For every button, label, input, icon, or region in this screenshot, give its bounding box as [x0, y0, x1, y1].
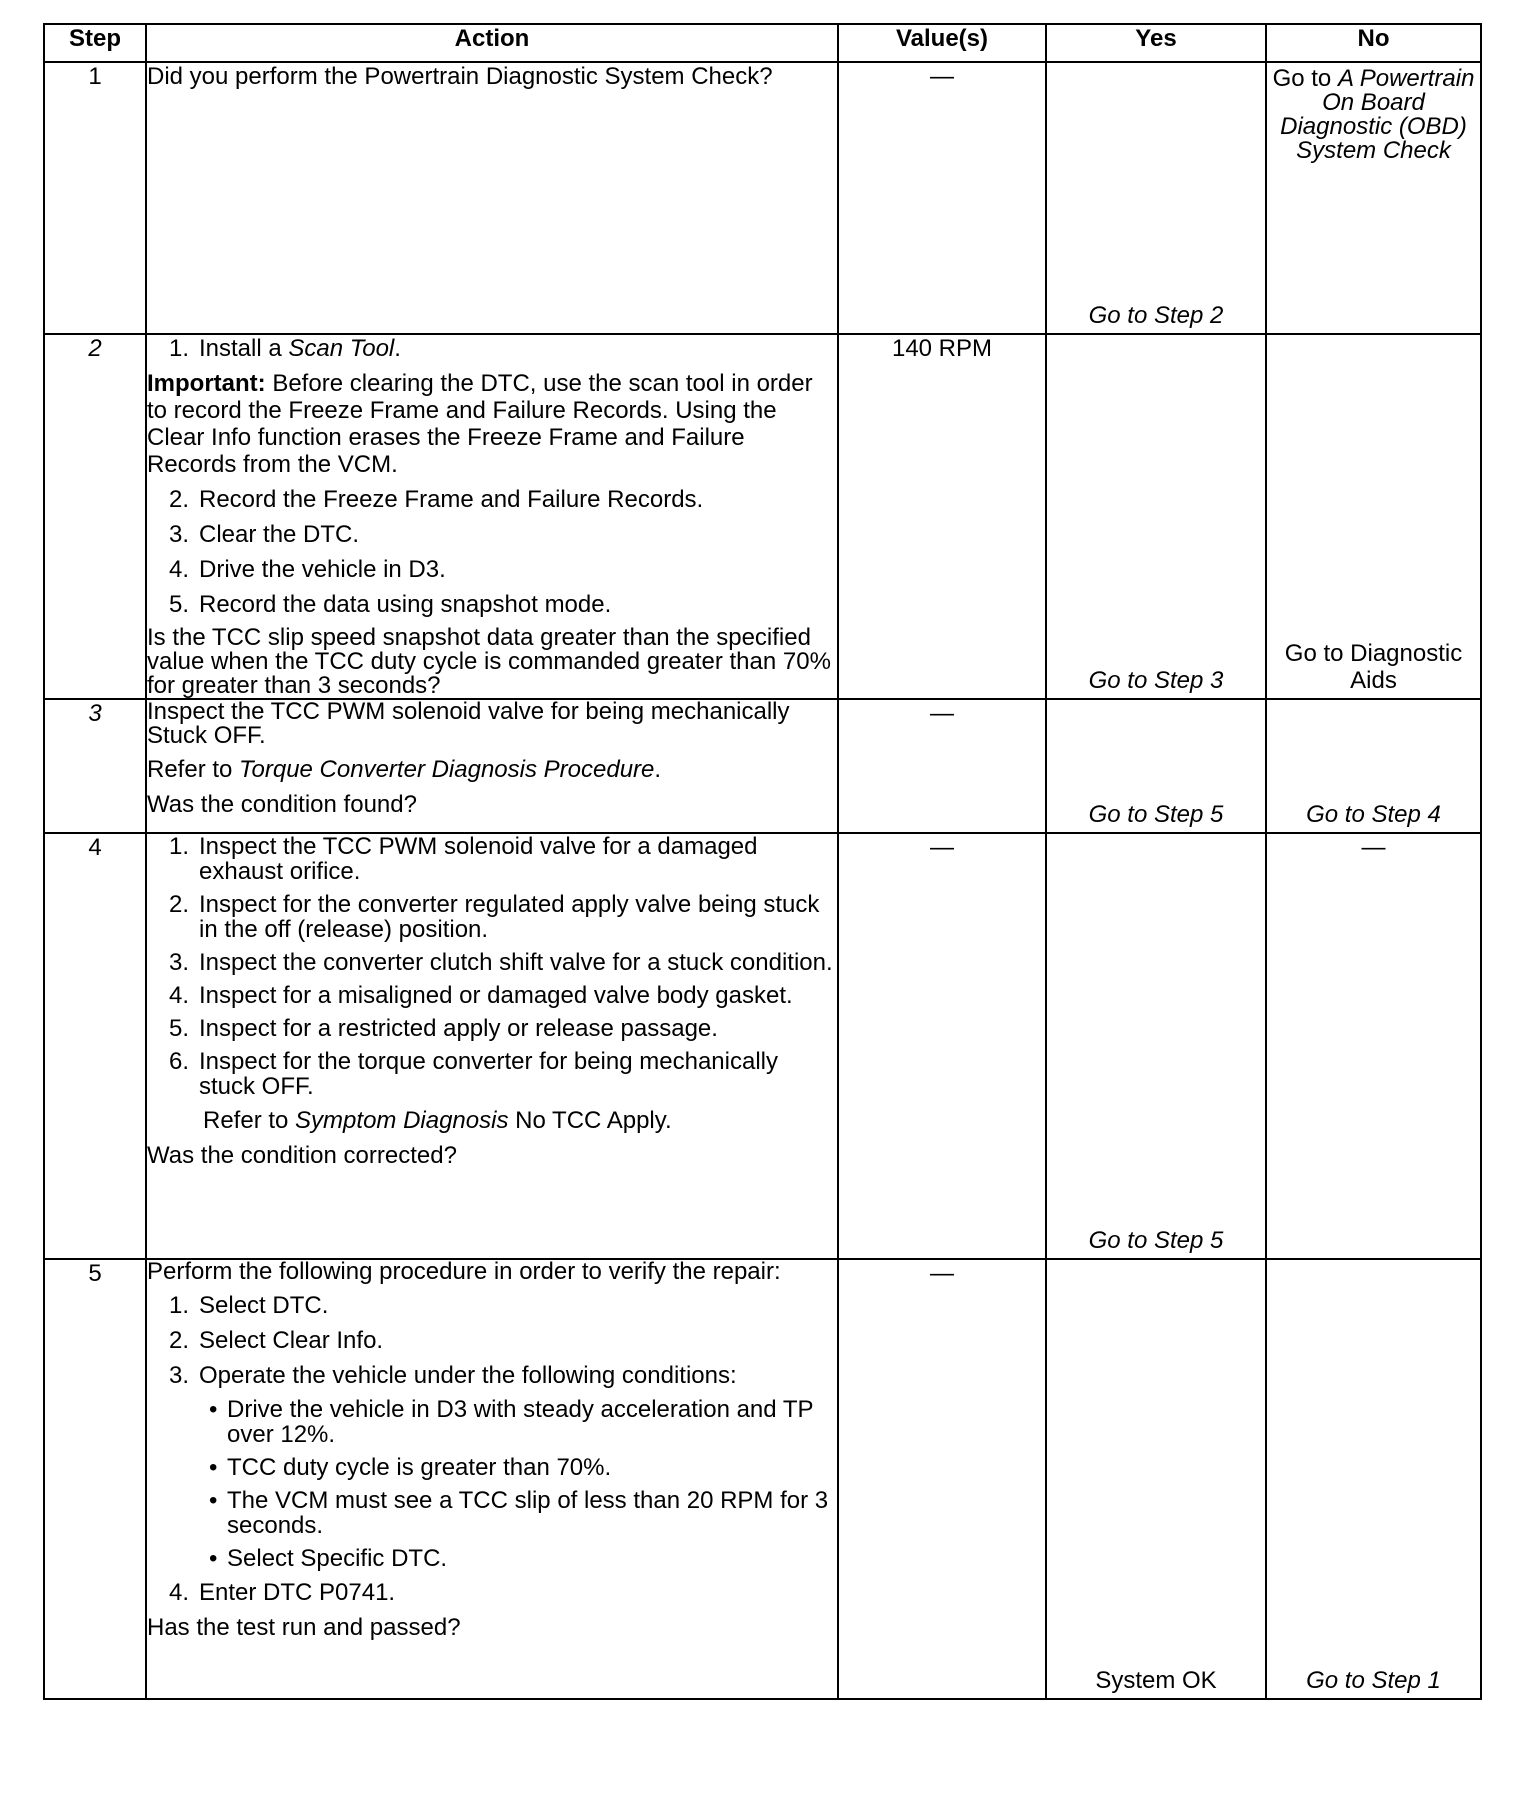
important-text: Before clearing the DTC, use the scan tool in order to record the Freeze Frame and Failure Records. Using the Clear Info function erases the Freeze Frame and Failure Records from the VCM. [147, 370, 813, 478]
header-step: Step [44, 24, 146, 62]
yes-cell [1046, 62, 1266, 334]
list-item [147, 1049, 837, 1099]
list-number: 1. [168, 335, 189, 362]
list-item [147, 1327, 837, 1354]
question-text: Did you perform the Powertrain Diagnostic System Check? [147, 63, 773, 90]
list-number: 1. [168, 1292, 189, 1319]
action-cell [146, 334, 838, 699]
refer-suffix: No TCC Apply. [508, 1107, 672, 1134]
list-item [147, 335, 837, 362]
step-list [147, 1292, 837, 1389]
list-item [147, 1579, 837, 1606]
list-text: Operate the vehicle under the following conditions: [199, 1362, 737, 1389]
table-row-step-5 [44, 1259, 1481, 1699]
step-list [147, 834, 837, 1099]
bullet-item [209, 1488, 837, 1538]
list-number: 1. [168, 833, 189, 860]
list-text: Enter DTC P0741. [199, 1579, 396, 1606]
header-row [44, 24, 1481, 62]
action-cell [146, 1259, 838, 1699]
no-cell [1266, 334, 1481, 699]
list-text: Inspect for a misaligned or damaged valve body gasket. [199, 982, 793, 1009]
refer-prefix: Refer to [203, 1107, 296, 1134]
diagnostic-table [43, 23, 1482, 1700]
bullet-text: Select Specific DTC. [227, 1545, 448, 1572]
no-cell [1266, 62, 1481, 334]
step-list [147, 1579, 837, 1606]
refer-text [203, 1107, 837, 1134]
list-number: 3. [168, 1362, 189, 1389]
list-text: Select DTC. [199, 1292, 329, 1319]
value-cell: — [838, 699, 1046, 833]
list-item [147, 1016, 837, 1041]
no-cell: — [1266, 833, 1481, 1259]
list-item [147, 556, 837, 583]
bullet-dot-icon: • [209, 1487, 218, 1514]
question-text: Has the test run and passed? [147, 1614, 461, 1641]
value-cell: — [838, 1259, 1046, 1699]
list-text: Inspect for the converter regulated apply valve being stuck in the off (release) position. [199, 891, 820, 943]
bullet-text: TCC duty cycle is greater than 70%. [227, 1454, 612, 1481]
no-cell [1266, 1259, 1481, 1699]
list-number: 4. [168, 556, 189, 583]
list-item [147, 1292, 837, 1319]
step-number: 3 [44, 699, 146, 833]
list-text: Install a [199, 335, 289, 362]
bullet-dot-icon: • [209, 1454, 218, 1481]
bullet-text: The VCM must see a TCC slip of less than 20 RPM for 3 seconds. [227, 1487, 829, 1539]
scan-tool-link: Scan Tool [288, 335, 395, 362]
refer-prefix: Refer to [147, 756, 240, 783]
list-text: Inspect for the torque converter for being mechanically stuck OFF. [199, 1048, 778, 1100]
step-number: 5 [44, 1259, 146, 1699]
step-number: 4 [44, 833, 146, 1259]
yes-result: System OK [1095, 1667, 1217, 1694]
yes-cell [1046, 334, 1266, 699]
bullet-item [209, 1397, 837, 1447]
header-action: Action [146, 24, 838, 62]
list-number: 5. [168, 1015, 189, 1042]
list-text: Drive the vehicle in D3. [199, 556, 446, 583]
list-item [147, 950, 837, 975]
question-text: Was the condition corrected? [147, 1142, 457, 1169]
no-link[interactable]: Go to Step 1 [1306, 1667, 1441, 1694]
yes-cell [1046, 699, 1266, 833]
step-number: 2 [44, 334, 146, 699]
yes-cell [1046, 833, 1266, 1259]
question-text: Was the condition found? [147, 791, 417, 818]
list-number: 2. [168, 1327, 189, 1354]
question-text: Is the TCC slip speed snapshot data greater than the specified value when the TCC duty cycle is commanded greater than 70% for greater than 3 seconds? [147, 624, 831, 699]
list-text: Inspect the converter clutch shift valve for a stuck condition. [199, 949, 833, 976]
value-cell: — [838, 833, 1046, 1259]
no-cell [1266, 699, 1481, 833]
yes-link[interactable]: Go to Step 3 [1088, 667, 1224, 694]
bullet-text: Drive the vehicle in D3 with steady acceleration and TP over 12%. [227, 1396, 814, 1448]
table-row-step-1 [44, 62, 1481, 334]
list-text: Clear the DTC. [199, 521, 360, 548]
no-link[interactable]: A Powertrain On Board Diagnostic (OBD) System Check [1280, 65, 1475, 164]
table-row-step-3 [44, 699, 1481, 833]
important-note [147, 370, 837, 478]
yes-cell [1046, 1259, 1266, 1699]
list-number: 3. [168, 949, 189, 976]
refer-text [147, 756, 837, 783]
list-number: 2. [168, 891, 189, 918]
list-number: 3. [168, 521, 189, 548]
table-row-step-2 [44, 334, 1481, 699]
list-text: Inspect for a restricted apply or release passage. [199, 1015, 718, 1042]
list-text: Record the Freeze Frame and Failure Records. [199, 486, 704, 513]
header-no: No [1266, 24, 1481, 62]
yes-link[interactable]: Go to Step 5 [1088, 1227, 1224, 1254]
value-cell: 140 RPM [838, 334, 1046, 699]
header-yes: Yes [1046, 24, 1266, 62]
action-text: Inspect the TCC PWM solenoid valve for being mechanically Stuck OFF. [147, 698, 790, 749]
list-text: Select Clear Info. [199, 1327, 384, 1354]
bullet-dot-icon: • [209, 1545, 218, 1572]
action-cell [146, 699, 838, 833]
intro-text: Perform the following procedure in order to verify the repair: [147, 1258, 781, 1285]
value-cell: — [838, 62, 1046, 334]
condition-list [147, 1397, 837, 1571]
list-item [147, 1362, 837, 1389]
list-text: Record the data using snapshot mode. [199, 591, 612, 618]
list-number: 2. [168, 486, 189, 513]
list-number: 5. [168, 591, 189, 618]
refer-link: Torque Converter Diagnosis Procedure [239, 756, 655, 783]
list-item [147, 591, 837, 618]
step-list [147, 335, 837, 362]
yes-link[interactable]: Go to Step 5 [1088, 801, 1224, 828]
list-item [147, 486, 837, 513]
list-item [147, 521, 837, 548]
yes-link[interactable]: Go to Step 2 [1088, 302, 1224, 329]
refer-suffix: . [654, 756, 662, 783]
header-values: Value(s) [838, 24, 1046, 62]
no-link[interactable]: Go to Diagnostic Aids [1284, 640, 1463, 694]
refer-link: Symptom Diagnosis [295, 1107, 509, 1134]
table-row-step-4 [44, 833, 1481, 1259]
step-list [147, 486, 837, 618]
list-text: Inspect the TCC PWM solenoid valve for a damaged exhaust orifice. [199, 833, 758, 885]
important-label: Important: [147, 370, 266, 397]
list-text-end: . [394, 335, 401, 362]
action-cell [146, 62, 838, 334]
list-number: 6. [168, 1048, 189, 1075]
bullet-item [209, 1455, 837, 1480]
list-number: 4. [168, 1579, 189, 1606]
action-cell [146, 833, 838, 1259]
no-prefix: Go to [1272, 65, 1338, 92]
bullet-item [209, 1546, 837, 1571]
step-number: 1 [44, 62, 146, 334]
bullet-dot-icon: • [209, 1396, 218, 1423]
list-item [147, 983, 837, 1008]
list-number: 4. [168, 982, 189, 1009]
list-item [147, 834, 837, 884]
list-item [147, 892, 837, 942]
no-link[interactable]: Go to Step 4 [1306, 801, 1441, 828]
